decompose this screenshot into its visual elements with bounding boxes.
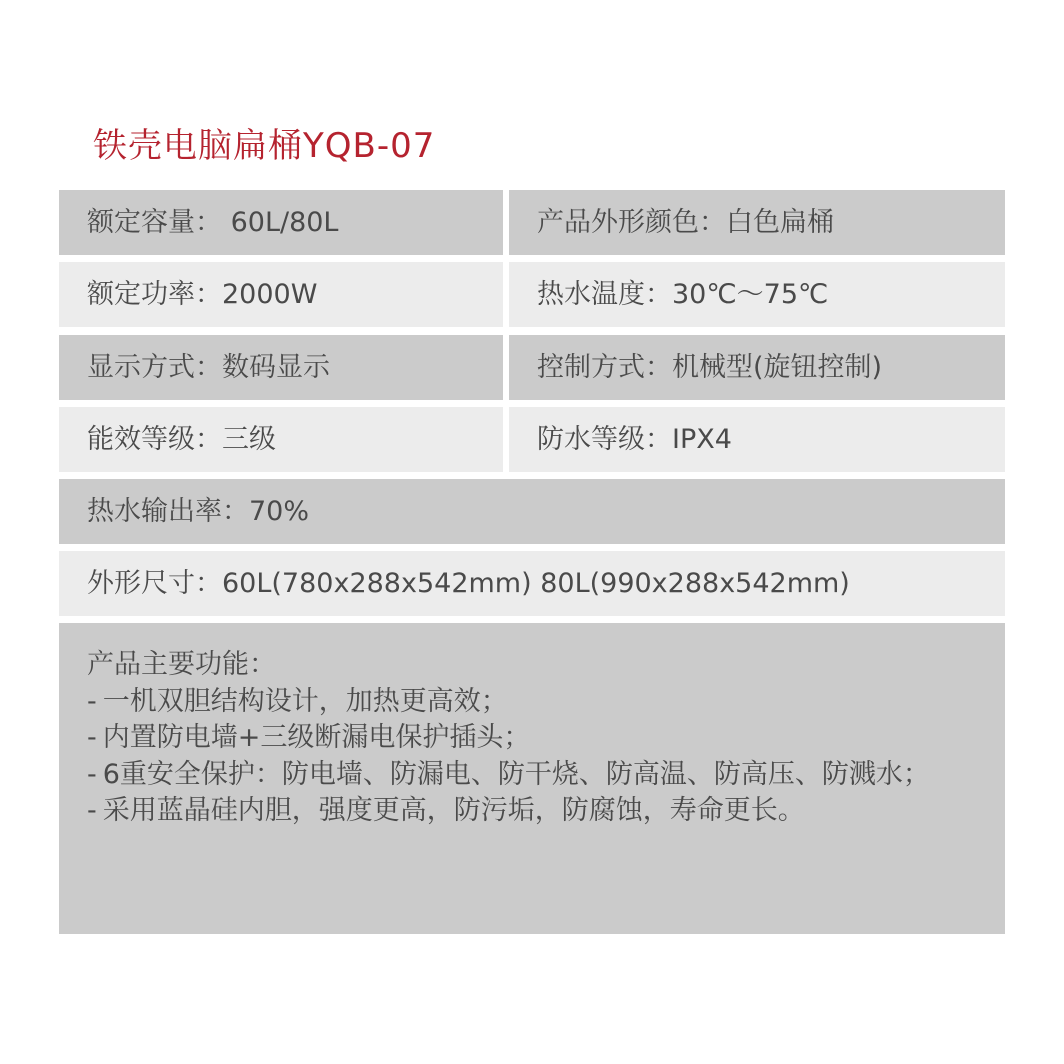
spec-control: 控制方式：机械型(旋钮控制) <box>509 335 1005 400</box>
spec-efficiency: 能效等级：三级 <box>59 407 503 472</box>
dash-marker: - <box>87 758 97 790</box>
spec-capacity: 额定容量： 60L/80L <box>59 190 503 255</box>
spec-power: 额定功率：2000W <box>59 262 503 327</box>
feature-item <box>87 720 1005 757</box>
spec-display: 显示方式：数码显示 <box>59 335 503 400</box>
spec-waterproof: 防水等级：IPX4 <box>509 407 1005 472</box>
feature-item <box>87 757 1005 794</box>
feature-text: 6重安全保护：防电墙、防漏电、防干烧、防高温、防高压、防溅水； <box>102 758 930 790</box>
feature-item <box>87 684 1005 721</box>
feature-text: 采用蓝晶硅内胆，强度更高，防污垢，防腐蚀，寿命更长。 <box>102 795 805 826</box>
spec-temperature: 热水温度：30℃～75℃ <box>509 262 1005 327</box>
spec-output-rate: 热水输出率：70% <box>59 479 1005 544</box>
features-heading: 产品主要功能： <box>87 649 276 680</box>
spec-dimensions: 外形尺寸：60L(780x288x542mm) 80L(990x288x542mm) <box>59 551 1005 616</box>
feature-text: 一机双胆结构设计，加热更高效； <box>102 685 508 717</box>
dash-marker: - <box>87 795 97 826</box>
features-panel <box>59 623 1005 934</box>
dash-marker: - <box>87 685 97 717</box>
product-title: 铁壳电脑扁桶YQB-07 <box>93 126 436 166</box>
feature-item <box>87 793 1005 830</box>
feature-text: 内置防电墙+三级断漏电保护插头； <box>102 722 531 753</box>
dash-marker: - <box>87 722 97 753</box>
spec-color: 产品外形颜色：白色扁桶 <box>509 190 1005 255</box>
